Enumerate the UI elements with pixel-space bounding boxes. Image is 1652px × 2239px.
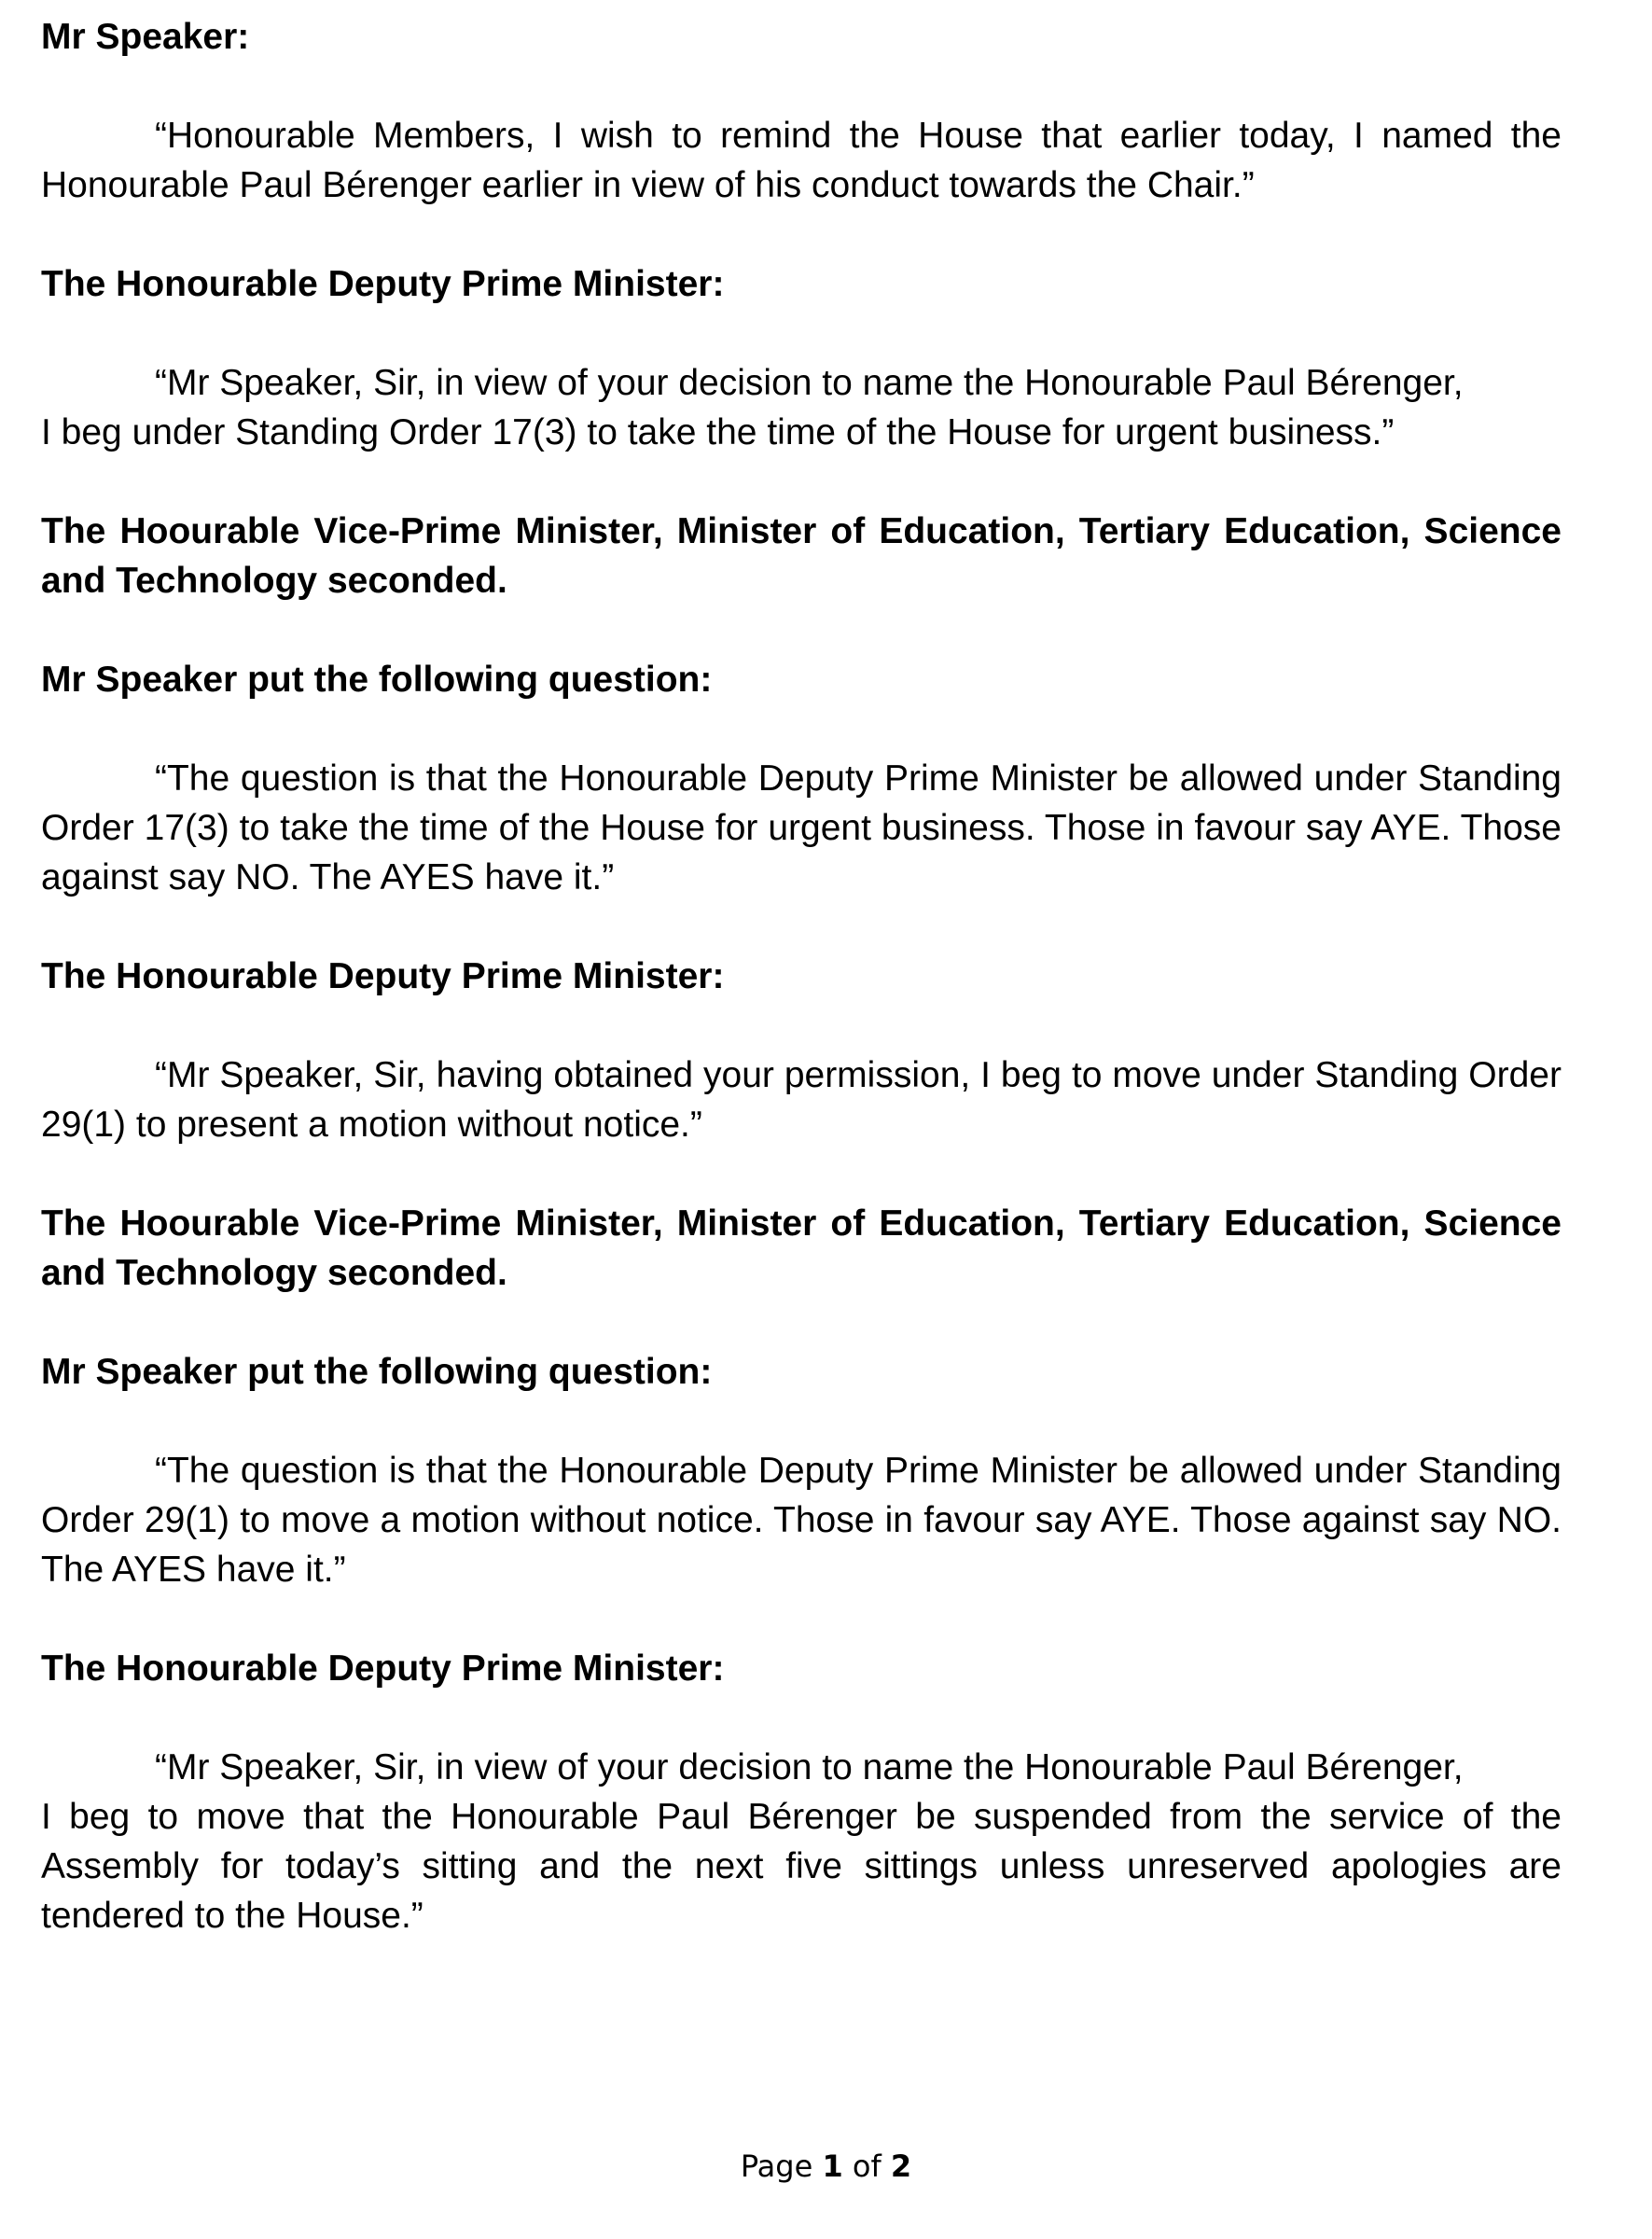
speech-paragraph-line: I beg to move that the Honourable Paul Bérenger be suspended from the service of the Assembly for today’s sitting and the next five sittings unless unreserved apologies are tendered to the House.” xyxy=(41,1797,1562,1936)
page-of-label: of xyxy=(842,2149,891,2184)
speech-paragraph: “Honourable Members, I wish to remind the House that earlier today, I named the Honourable Paul Bérenger earlier in view of his conduct towards the Chair.” xyxy=(41,116,1562,205)
page-number-footer xyxy=(0,2148,1652,2185)
speaker-heading: The Honourable Deputy Prime Minister: xyxy=(41,264,725,304)
seconder-statement: The Hoourable Vice-Prime Minister, Minister of Education, Tertiary Education, Science and Technology seconded. xyxy=(41,1203,1562,1293)
speech-paragraph-line: I beg under Standing Order 17(3) to take the time of the House for urgent business.” xyxy=(41,412,1395,452)
speaker-heading: The Honourable Deputy Prime Minister: xyxy=(41,1648,725,1689)
speech-paragraph: “Mr Speaker, Sir, in view of your decision to name the Honourable Paul Bérenger, xyxy=(155,1747,1464,1787)
page-label: Page xyxy=(740,2149,823,2184)
document-body xyxy=(41,12,1562,1940)
speaker-heading: Mr Speaker put the following question: xyxy=(41,1352,713,1392)
speech-paragraph: “Mr Speaker, Sir, having obtained your permission, I beg to move under Standing Order 29(1) to present a motion without notice.” xyxy=(41,1055,1562,1145)
speech-paragraph: “The question is that the Honourable Deputy Prime Minister be allowed under Standing Order 29(1) to move a motion without notice. Those in favour say AYE. Those against say NO. The AYES have it.” xyxy=(41,1451,1562,1590)
seconder-statement: The Hoourable Vice-Prime Minister, Minister of Education, Tertiary Education, Science and Technology seconded. xyxy=(41,511,1562,601)
speech-paragraph: “The question is that the Honourable Deputy Prime Minister be allowed under Standing Order 17(3) to take the time of the House for urgent business. Those in favour say AYE. Those against say NO. The AYES have it.” xyxy=(41,758,1562,897)
speaker-heading: Mr Speaker put the following question: xyxy=(41,660,713,700)
total-pages-number: 2 xyxy=(890,2149,912,2184)
speaker-heading: Mr Speaker: xyxy=(41,17,250,57)
current-page-number: 1 xyxy=(822,2149,843,2184)
speech-paragraph: “Mr Speaker, Sir, in view of your decision to name the Honourable Paul Bérenger, xyxy=(155,363,1464,403)
speaker-heading: The Honourable Deputy Prime Minister: xyxy=(41,956,725,996)
